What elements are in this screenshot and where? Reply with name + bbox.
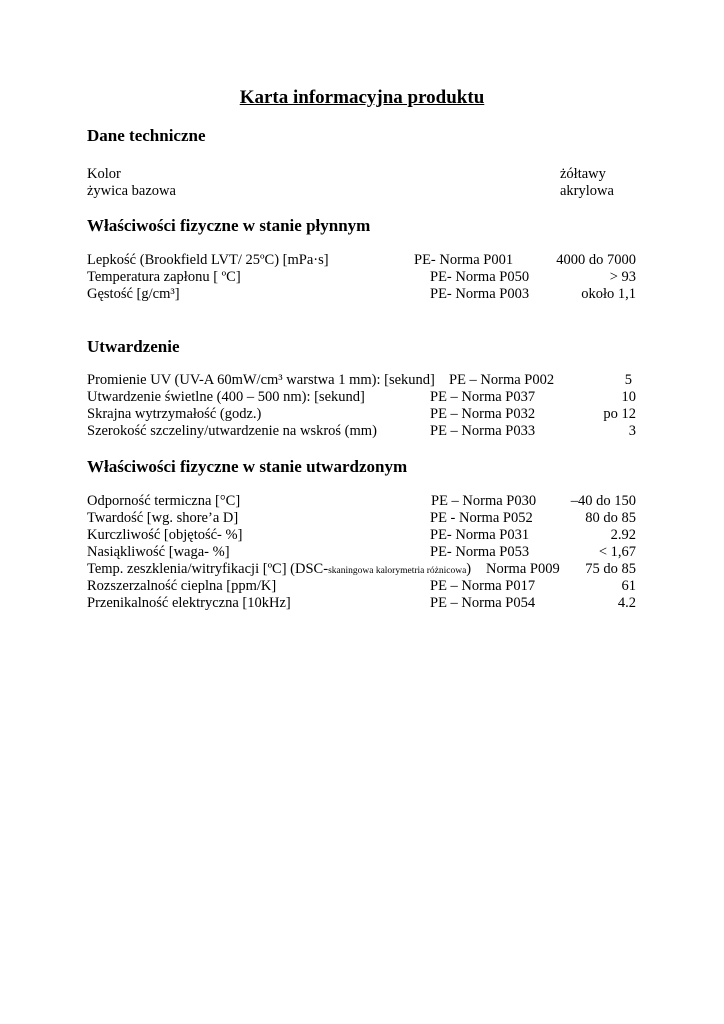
section-heading-dane-techniczne: Dane techniczne	[87, 126, 206, 145]
spec-norm: PE – Norma P002	[449, 372, 555, 388]
spec-value: 4000 do 7000	[556, 252, 636, 268]
spec-label: Rozszerzalność cieplna [ppm/K]	[87, 578, 277, 594]
spec-row-temperatura-zaplonu	[87, 268, 647, 286]
spec-row-kurczliwosc	[87, 526, 647, 544]
section-heading-stan-plynny: Właściwości fizyczne w stanie płynnym	[87, 216, 371, 235]
spec-norm: PE – Norma P032	[430, 406, 536, 422]
spec-norm: PE – Norma P017	[430, 578, 536, 594]
spec-value: 10	[621, 389, 636, 405]
spec-row-przenikalnosc-elektryczna	[87, 594, 647, 612]
spec-row-promienie-uv	[87, 371, 647, 389]
spec-label: Kolor	[87, 166, 121, 182]
spec-norm: Norma P009	[486, 561, 560, 577]
spec-row-temp-zeszklenia	[87, 560, 647, 578]
spec-label-close: )	[466, 561, 472, 577]
spec-label: Twardość [wg. shore’a D]	[87, 510, 239, 526]
spec-label: Odporność termiczna [°C]	[87, 493, 241, 509]
spec-norm: PE – Norma P030	[431, 493, 537, 509]
spec-label-note: skaningowa kalorymetria różnicowa	[328, 566, 467, 576]
spec-row-gestosc	[87, 285, 647, 303]
spec-row-utwardzenie-swietlne	[87, 388, 647, 406]
spec-row-szerokosc-szczeliny	[87, 422, 647, 440]
spec-value: < 1,67	[598, 544, 636, 560]
spec-value: 80 do 85	[585, 510, 636, 526]
spec-value: 3	[628, 423, 636, 439]
spec-row-twardosc	[87, 509, 647, 527]
section-heading-utwardzenie: Utwardzenie	[87, 337, 180, 356]
spec-norm: PE – Norma P054	[430, 595, 536, 611]
spec-norm: PE- Norma P050	[430, 269, 530, 285]
section-heading-stan-utwardzony: Właściwości fizyczne w stanie utwardzonym	[87, 457, 408, 476]
spec-value: 61	[621, 578, 636, 594]
spec-value: 2.92	[610, 527, 636, 543]
spec-label-main: Temp. zeszklenia/witryfikacji [ºC] (DSC-	[87, 561, 329, 577]
spec-norm: PE - Norma P052	[430, 510, 533, 526]
spec-row-skrajna-wytrzymalosc	[87, 405, 647, 423]
spec-value: –40 do 150	[570, 493, 636, 509]
spec-label: Skrajna wytrzymałość (godz.)	[87, 406, 262, 422]
spec-row-kolor	[87, 165, 647, 183]
spec-value: po 12	[603, 406, 636, 422]
spec-label: Lepkość (Brookfield LVT/ 25ºC) [mPa·s]	[87, 252, 329, 268]
spec-norm: PE – Norma P037	[430, 389, 536, 405]
spec-label: Temperatura zapłonu [ ºC]	[87, 269, 241, 285]
spec-row-odpornosc-termiczna	[87, 492, 647, 510]
document-title: Karta informacyjna produktu	[239, 87, 485, 108]
spec-label: Utwardzenie świetlne (400 – 500 nm): [sekund]	[87, 389, 365, 405]
spec-value: około 1,1	[581, 286, 636, 302]
spec-value: żółtawy	[560, 166, 606, 182]
spec-row-lepkosc	[87, 251, 647, 269]
spec-label: żywica bazowa	[87, 183, 176, 199]
spec-row-zywica-bazowa	[87, 182, 647, 200]
spec-label: Przenikalność elektryczna [10kHz]	[87, 595, 291, 611]
spec-norm: PE – Norma P033	[430, 423, 536, 439]
spec-value: 5	[624, 372, 632, 388]
spec-norm: PE- Norma P003	[430, 286, 530, 302]
spec-label: Promienie UV (UV-A 60mW/cm³ warstwa 1 mm): [sekund]	[87, 372, 435, 388]
spec-label: Nasiąkliwość [waga- %]	[87, 544, 230, 560]
spec-label: Kurczliwość [objętość- %]	[87, 527, 243, 543]
spec-norm: PE- Norma P053	[430, 544, 530, 560]
spec-row-nasiakliwosc	[87, 543, 647, 561]
spec-norm: PE- Norma P001	[414, 252, 514, 268]
spec-norm: PE- Norma P031	[430, 527, 530, 543]
spec-label: Gęstość [g/cm³]	[87, 286, 180, 302]
spec-value: 75 do 85	[585, 561, 636, 577]
spec-value: > 93	[609, 269, 636, 285]
spec-row-rozszerzalnosc-cieplna	[87, 577, 647, 595]
spec-value: akrylowa	[560, 183, 614, 199]
spec-value: 4.2	[617, 595, 636, 611]
spec-label: Szerokość szczeliny/utwardzenie na wskroś (mm)	[87, 423, 377, 439]
